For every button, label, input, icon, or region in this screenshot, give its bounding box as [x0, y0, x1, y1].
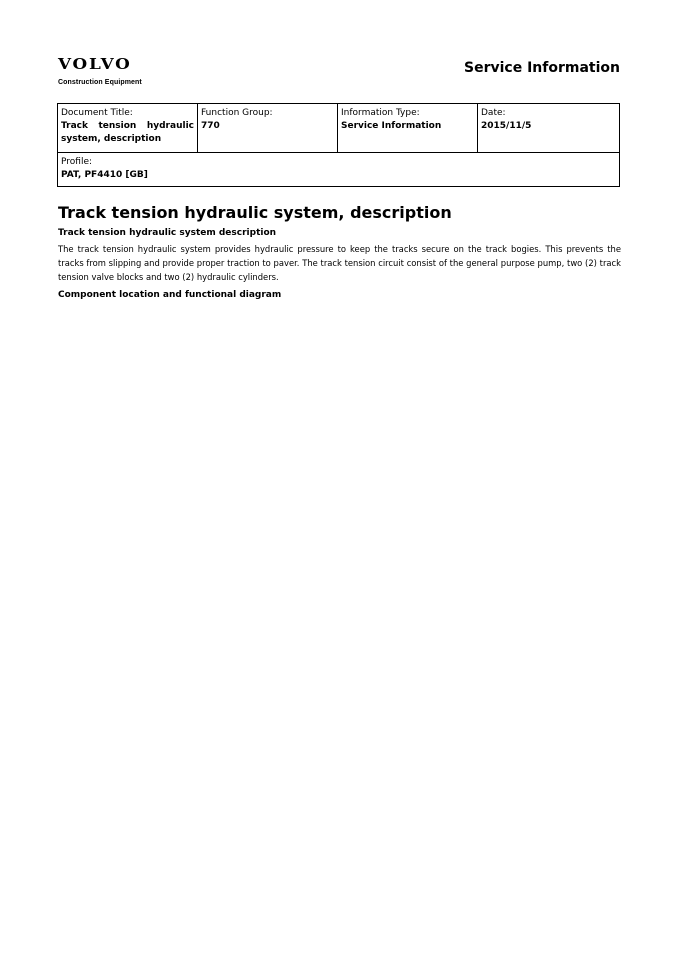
- logo-subtitle: Construction Equipment: [58, 79, 142, 86]
- function-group-value: 770: [201, 121, 220, 131]
- meta-cell-function-group: [198, 104, 338, 152]
- document-title-value: Track tension hydraulic system, description: [61, 121, 194, 144]
- information-type-label: Information Type:: [341, 108, 420, 118]
- information-type-value: Service Information: [341, 121, 442, 131]
- document-heading: Track tension hydraulic system, description: [58, 203, 452, 222]
- meta-cell-date: [478, 104, 619, 152]
- volvo-logo: [58, 56, 168, 86]
- meta-cell-profile: [58, 153, 619, 186]
- meta-row-main: [58, 104, 619, 153]
- profile-value: PAT, PF4410 [GB]: [61, 170, 148, 180]
- profile-label: Profile:: [61, 157, 93, 167]
- page-header-title: Service Information: [464, 60, 620, 76]
- description-paragraph: The track tension hydraulic system provides hydraulic pressure to keep the tracks secure on the track bogies. This prevents the tracks from slipping and provide proper traction to paver. The track tension circuit consist of the general purpose pump, two (2) track tension valve blocks and two (2) hydraulic cylinders.: [58, 244, 621, 282]
- document-meta-table: [57, 103, 620, 187]
- date-label: Date:: [481, 108, 506, 118]
- date-value: 2015/11/5: [481, 121, 532, 131]
- diagram-section-label: Component location and functional diagram: [58, 290, 282, 300]
- document-title-label: Document Title:: [61, 108, 133, 118]
- logo-wordmark: VOLVO: [58, 55, 132, 73]
- meta-cell-information-type: [338, 104, 478, 152]
- meta-cell-document-title: [58, 104, 198, 152]
- meta-row-profile: [58, 153, 619, 186]
- function-group-label: Function Group:: [201, 108, 273, 118]
- section-subheading: Track tension hydraulic system description: [58, 228, 277, 238]
